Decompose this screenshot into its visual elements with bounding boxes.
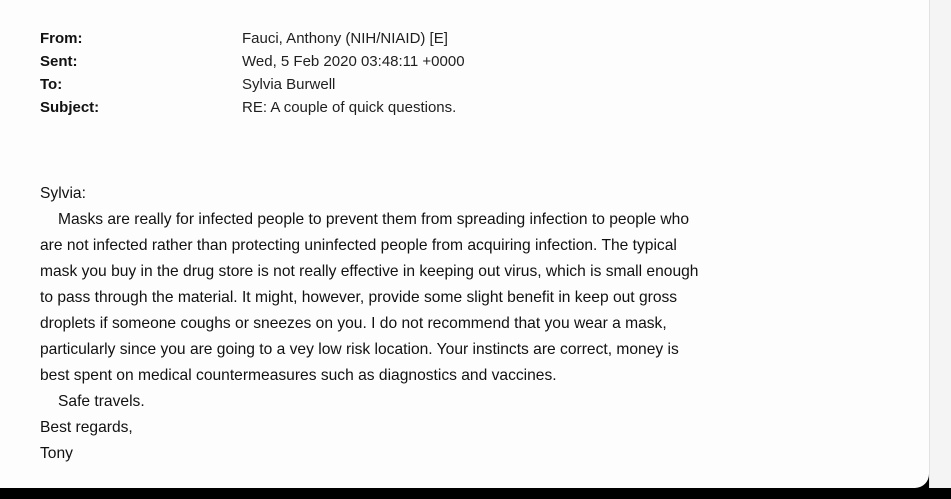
- email-body: [40, 181, 915, 467]
- body-line: particularly since you are going to a vey low risk location. Your instincts are correct, money is: [40, 341, 679, 358]
- subject-row: [40, 96, 465, 119]
- body-line: droplets if someone coughs or sneezes on you. I do not recommend that you wear a mask,: [40, 315, 667, 332]
- subject-label: Subject:: [40, 99, 100, 116]
- sent-value: Wed, 5 Feb 2020 03:48:11 +0000: [242, 53, 465, 70]
- body-line: are not infected rather than protecting uninfected people from acquiring infection. The typical: [40, 237, 677, 254]
- sent-row: [40, 50, 465, 73]
- from-label: From:: [40, 30, 83, 47]
- from-row: [40, 27, 465, 50]
- greeting: Sylvia:: [40, 185, 86, 202]
- sent-label: Sent:: [40, 53, 78, 70]
- body-line: best spent on medical countermeasures such as diagnostics and vaccines.: [40, 367, 557, 384]
- body-line: Masks are really for infected people to prevent them from spreading infection to people who: [58, 211, 690, 228]
- from-value: Fauci, Anthony (NIH/NIAID) [E]: [242, 30, 448, 47]
- to-row: [40, 73, 465, 96]
- to-label: To:: [40, 76, 63, 93]
- page-edge: [929, 0, 951, 488]
- body-line: mask you buy in the drug store is not really effective in keeping out virus, which is small enough: [40, 263, 699, 280]
- signature: Tony: [40, 445, 73, 462]
- closing: Best regards,: [40, 419, 133, 436]
- subject-value: RE: A couple of quick questions.: [242, 99, 457, 116]
- email-header: [40, 27, 465, 119]
- to-value: Sylvia Burwell: [242, 76, 336, 93]
- body-line: to pass through the material. It might, however, provide some slight benefit in keep out gross: [40, 289, 678, 306]
- farewell: Safe travels.: [58, 393, 145, 410]
